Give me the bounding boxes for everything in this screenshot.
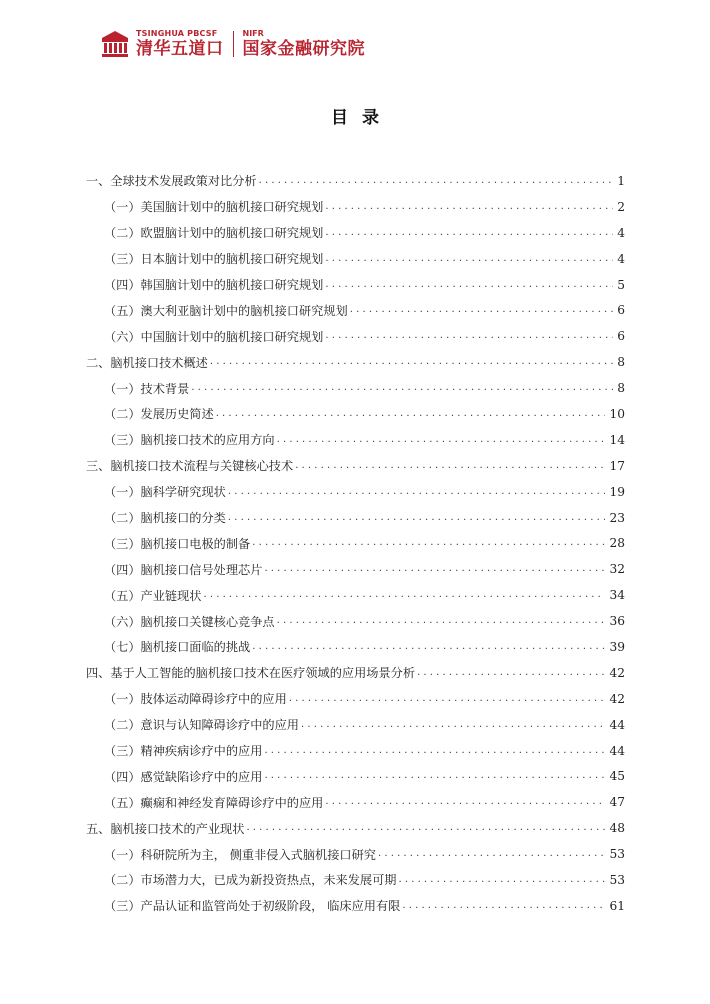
toc-entry[interactable]	[86, 712, 625, 738]
toc-entry[interactable]	[86, 738, 625, 764]
toc-entry-page-number: 44	[609, 717, 625, 732]
toc-entry-label: 一、全球技术发展政策对比分析	[86, 174, 257, 189]
logo-divider	[233, 31, 234, 57]
toc-dot-leader	[325, 331, 613, 345]
toc-entry-label: （三）日本脑计划中的脑机接口研究规划	[104, 252, 324, 267]
toc-entry[interactable]	[86, 246, 625, 272]
toc-entry[interactable]	[86, 582, 625, 608]
toc-dot-leader	[264, 564, 605, 578]
toc-entry-label: （五）癫痫和神经发育障碍诊疗中的应用	[104, 795, 324, 810]
toc-entry-page-number: 1	[617, 173, 625, 188]
logo-left-cn: 清华五道口	[136, 39, 224, 59]
toc-entry-label: （六）中国脑计划中的脑机接口研究规划	[104, 329, 324, 344]
toc-entry[interactable]	[86, 323, 625, 349]
toc-dot-leader	[228, 513, 606, 527]
toc-dot-leader	[277, 616, 606, 630]
toc-entry[interactable]	[86, 479, 625, 505]
toc-dot-leader	[191, 383, 613, 397]
toc-entry-page-number: 53	[609, 872, 625, 887]
toc-entry[interactable]	[86, 453, 625, 479]
toc-dot-leader	[417, 668, 605, 682]
toc-entry[interactable]	[86, 686, 625, 712]
toc-dot-leader	[350, 305, 613, 319]
toc-entry-label: （四）脑机接口信号处理芯片	[104, 562, 263, 577]
toc-dot-leader	[289, 694, 606, 708]
toc-entry-page-number: 45	[609, 769, 625, 784]
toc-dot-leader	[252, 538, 605, 552]
toc-entry[interactable]	[86, 297, 625, 323]
toc-dot-leader	[277, 435, 606, 449]
toc-entry-label: （五）澳大利亚脑计划中的脑机接口研究规划	[104, 303, 348, 318]
toc-entry-page-number: 6	[617, 329, 625, 344]
toc-entry-label: （一）技术背景	[104, 381, 190, 396]
toc-entry-page-number: 17	[609, 458, 625, 473]
toc-dot-leader	[246, 823, 605, 837]
table-of-contents	[86, 168, 625, 919]
toc-entry-label: （一）肢体运动障碍诊疗中的应用	[104, 692, 287, 707]
toc-entry-label: （一）脑科学研究现状	[104, 485, 226, 500]
toc-entry-page-number: 4	[617, 225, 625, 240]
toc-dot-leader	[295, 461, 605, 475]
toc-entry[interactable]	[86, 220, 625, 246]
toc-dot-leader	[402, 901, 605, 915]
toc-entry[interactable]	[86, 530, 625, 556]
toc-dot-leader	[259, 176, 614, 190]
toc-entry-label: （七）脑机接口面临的挑战	[104, 640, 251, 655]
toc-dot-leader	[210, 357, 613, 371]
toc-dot-leader	[399, 875, 606, 889]
toc-dot-leader	[264, 746, 605, 760]
toc-entry-label: （四）感觉缺陷诊疗中的应用	[104, 769, 263, 784]
toc-entry[interactable]	[86, 634, 625, 660]
page-title: 目录	[331, 108, 393, 128]
logo-left-en: TSINGHUA PBCSF	[136, 29, 218, 38]
toc-entry-page-number: 10	[609, 406, 625, 421]
toc-entry[interactable]	[86, 505, 625, 531]
toc-entry-label: （三）精神疾病诊疗中的应用	[104, 744, 263, 759]
toc-entry-page-number: 5	[617, 277, 625, 292]
toc-entry-page-number: 19	[609, 484, 625, 499]
toc-entry-label: （四）韩国脑计划中的脑机接口研究规划	[104, 278, 324, 292]
toc-entry-label: （一）美国脑计划中的脑机接口研究规划	[104, 200, 324, 215]
toc-entry-page-number: 2	[617, 199, 625, 214]
toc-entry-label: （三）脑机接口技术的应用方向	[104, 433, 275, 448]
toc-entry-label: （六）脑机接口关键核心竞争点	[104, 614, 275, 629]
toc-dot-leader	[325, 228, 613, 242]
toc-entry[interactable]	[86, 815, 625, 841]
toc-dot-leader	[301, 720, 605, 734]
toc-entry-page-number: 23	[609, 510, 625, 525]
toc-entry-page-number: 28	[609, 536, 625, 551]
toc-entry-label: 三、脑机接口技术流程与关键核心技术	[86, 459, 294, 474]
toc-entry-page-number: 47	[609, 795, 625, 810]
toc-entry[interactable]	[86, 893, 625, 919]
toc-entry-page-number: 34	[609, 588, 625, 603]
toc-entry-page-number: 48	[609, 821, 625, 836]
toc-entry-label: 五、脑机接口技术的产业现状	[86, 821, 245, 836]
toc-entry[interactable]	[86, 349, 625, 375]
tsinghua-logo-mark-icon	[100, 29, 130, 59]
logo-right-en: NIFR	[242, 29, 264, 38]
toc-dot-leader	[325, 280, 613, 294]
toc-entry-page-number: 61	[609, 898, 625, 913]
toc-dot-leader	[204, 590, 606, 604]
logo-right-cn: 国家金融研究院	[242, 39, 365, 59]
toc-entry[interactable]	[86, 375, 625, 401]
toc-entry[interactable]	[86, 194, 625, 220]
toc-entry[interactable]	[86, 427, 625, 453]
toc-entry[interactable]	[86, 867, 625, 893]
toc-entry[interactable]	[86, 841, 625, 867]
toc-entry-label: （二）意识与认知障碍诊疗中的应用	[104, 718, 299, 733]
toc-entry-page-number: 4	[617, 251, 625, 266]
toc-entry-page-number: 39	[609, 639, 625, 654]
toc-entry-label: 二、脑机接口技术概述	[86, 355, 208, 370]
toc-entry-label: （二）市场潜力大，已成为新投资热点，未来发展可期	[104, 873, 397, 888]
toc-entry[interactable]	[86, 556, 625, 582]
toc-entry[interactable]	[86, 763, 625, 789]
toc-entry[interactable]	[86, 272, 625, 298]
toc-entry-page-number: 32	[609, 562, 625, 577]
toc-entry-page-number: 42	[609, 665, 625, 680]
toc-entry-label: （二）脑机接口的分类	[104, 511, 226, 526]
toc-dot-leader	[264, 771, 605, 785]
toc-entry[interactable]	[86, 660, 625, 686]
toc-entry-page-number: 14	[609, 432, 625, 447]
toc-entry[interactable]	[86, 401, 625, 427]
toc-entry-label: （三）产品认证和监管尚处于初级阶段， 临床应用有限	[104, 899, 401, 914]
toc-entry-label: （二）发展历史简述	[104, 407, 214, 422]
toc-dot-leader	[325, 254, 613, 268]
toc-entry-page-number: 6	[617, 303, 625, 318]
toc-entry-page-number: 8	[617, 381, 625, 396]
toc-entry[interactable]	[86, 789, 625, 815]
toc-entry-page-number: 42	[609, 691, 625, 706]
toc-entry[interactable]	[86, 608, 625, 634]
toc-entry-label: （三）脑机接口电极的制备	[104, 536, 251, 551]
toc-entry-page-number: 36	[609, 614, 625, 629]
toc-entry[interactable]	[86, 168, 625, 194]
header-logo	[100, 28, 365, 60]
toc-entry-label: （一）科研院所为主， 侧重非侵入式脑机接口研究	[104, 847, 376, 862]
toc-dot-leader	[325, 202, 613, 216]
toc-entry-page-number: 8	[617, 355, 625, 370]
toc-entry-page-number: 44	[609, 743, 625, 758]
toc-dot-leader	[216, 409, 606, 423]
toc-dot-leader	[378, 849, 605, 863]
toc-entry-label: （五）产业链现状	[104, 588, 202, 603]
toc-dot-leader	[228, 487, 606, 501]
toc-entry-label: 四、基于人工智能的脑机接口技术在医疗领域的应用场景分析	[86, 666, 416, 681]
toc-dot-leader	[252, 642, 605, 656]
toc-entry-label: （二）欧盟脑计划中的脑机接口研究规划	[104, 226, 324, 241]
toc-dot-leader	[325, 797, 605, 811]
toc-entry-page-number: 53	[609, 847, 625, 862]
